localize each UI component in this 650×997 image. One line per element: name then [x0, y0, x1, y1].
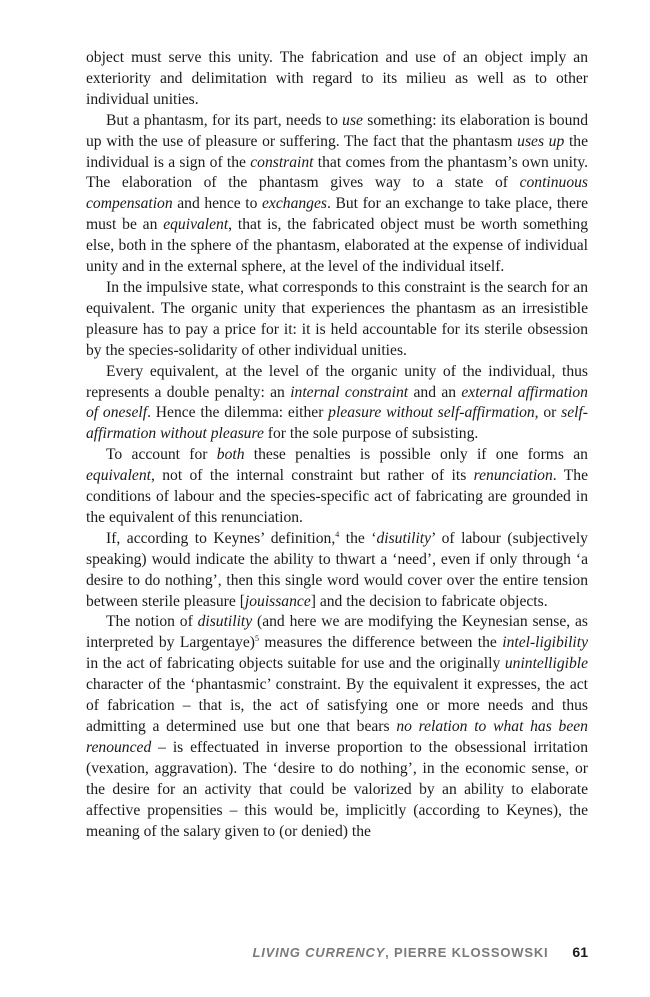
- paragraph-7: The notion of disutility (and here we are modifying the Keynesian sense, as interpreted by Largentaye)$^5$ measures the difference between the intel-ligibility in the act of fabricating objects suitable for use and the originally unintelligible character of the ‘phantasmic’ constraint. By the equivalent it expresses, the act of fabrication – that is, the act of satisfying one or more needs and thus admitting a determined use but one that bears no relation to what has been renounced – is effectuated in inverse proportion to the obsessional irritation (vexation, aggravation). The ‘desire to do nothing’, in the economic sense, or the desire for an activity that could be valorized by an ability to elaborate affective propensities – this would be, implicitly (according to Keynes), the meaning of the salary given to (or denied) the: [86, 613, 589, 840]
- paragraph-4: Every equivalent, at the level of the organic unity of the individual, thus represents a double penalty: an internal constraint and an external affirmation of oneself. Hence the dilemma: either pleasure without self-affirmation, or self-affirmation without pleasure for the sole purpose of subsisting.: [86, 362, 588, 443]
- paragraph-5: To account for both these penalties is possible only if one forms an equivalent, not of the internal constraint but rather of its renunciation. The conditions of labour and the species-specific act of fabricating are grounded in the equivalent of this renunciation.: [86, 446, 588, 526]
- paragraph-6: If, according to Keynes’ definition,$^4$ the ‘disutility’ of labour (subjectively speaking) would indicate the ability to thwart a ‘need’, even if only through ‘a desire to do nothing’, then this single word would cover over the entire tension between sterile pleasure [jouissance] and the decision to fabricate objects.: [86, 529, 588, 610]
- footer-separator: ,: [385, 944, 394, 960]
- paragraph-1: object must serve this unity. The fabrication and use of an object imply an exteriority and delimitation with regard to its milieu as well as to other individual unities.: [86, 49, 588, 108]
- footnote-ref-5[interactable]: 5: [254, 634, 259, 644]
- paragraph-2: But a phantasm, for its part, needs to use something: its elaboration is bound up with the use of pleasure or suffering. The fact that the phantasm uses up the individual is a sign of the constraint that comes from the phantasm’s own unity. The elaboration of the phantasm gives way to a state of continuous compensation and hence to exchanges. But for an exchange to take place, there must be an equivalent, that is, the fabricated object must be worth something else, both in the sphere of the phantasm, elaborated at the expense of individual unity and in the external sphere, at the level of the individual itself.: [86, 111, 588, 276]
- page-number: 61: [572, 944, 588, 960]
- footer-author: PIERRE KLOSSOWSKI: [393, 944, 549, 960]
- footnote-ref-4[interactable]: 4: [335, 529, 340, 539]
- body-text: [86, 48, 588, 842]
- paragraph-3: In the impulsive state, what corresponds to this constraint is the search for an equivalent. The organic unity that experiences the phantasm as an irresistible pleasure has to pay a price for it: it is held accountable for its sterile obsession by the species-solidarity of other individual unities.: [86, 278, 588, 359]
- footer-book-title: LIVING CURRENCY: [252, 944, 386, 960]
- running-footer: [86, 942, 588, 962]
